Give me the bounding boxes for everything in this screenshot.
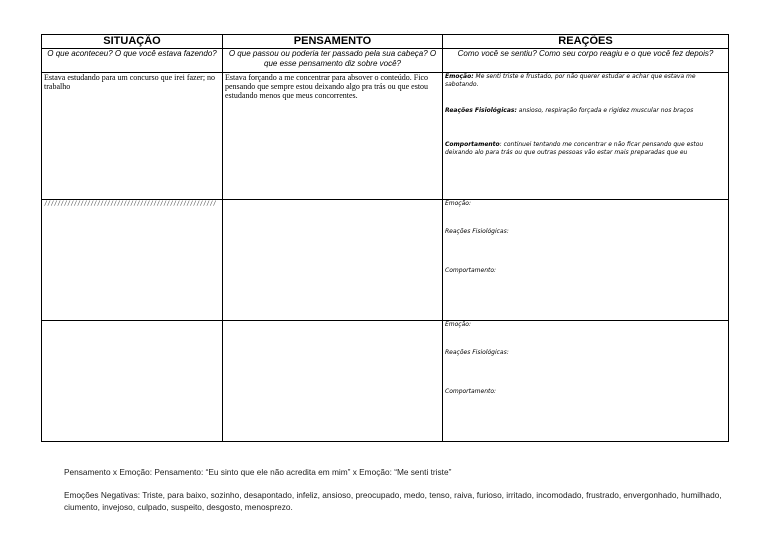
thought-record-table (41, 34, 729, 442)
cell-pensamento-1[interactable]: Estava forçando a me concentrar para absover o conteúdo. Fico pensando que sempre estou deixando algo pra trás ou que estou estudando menos que meus concorrentes. (223, 73, 443, 200)
cell-reacoes-1[interactable] (443, 73, 729, 200)
cell-situacao-1[interactable]: Estava estudando para um concurso que irei fazer; no trabalho (42, 73, 223, 200)
fisio-label: Reações Fisiológicas: (445, 228, 509, 235)
cell-reacoes-3[interactable] (443, 321, 729, 442)
header-pensamento: PENSAMENTO (223, 35, 443, 49)
subheader-pensamento: O que passou ou poderia ter passado pela sua cabeça? O que esse pensamento diz sobre você? (223, 49, 443, 73)
comport-label: Comportamento: (445, 267, 497, 274)
subheader-situacao: O que aconteceu? O que você estava fazendo? (42, 49, 223, 73)
header-reacoes: REAÇÕES (443, 35, 729, 49)
fisio-label: Reações Fisiológicas: (445, 107, 517, 114)
cell-reacoes-2[interactable] (443, 200, 729, 321)
comport-label: Comportamento: (445, 388, 497, 395)
cell-situacao-2[interactable] (42, 200, 223, 321)
emocao-label: Emoção: (445, 321, 471, 328)
comport-text: : continuei tentando me concentrar e não ficar pensando que estou deixando alo para trás ou que outras pessoas vão estar mais preparadas que eu (445, 141, 704, 156)
emocao-label: Emoção: (445, 200, 471, 207)
footer-emocoes-negativas: Emoções Negativas: Triste, para baixo, sozinho, desapontado, infeliz, ansioso, preocupado, medo, tenso, raiva, furioso, irritado, incomodado, frustrado, envergonhado, humilhado, ciumento, invejoso, culpado, suspeito, desgosto, menosprezo. (64, 490, 722, 512)
cell-pensamento-3[interactable] (223, 321, 443, 442)
footer-pensamento-emocao: Pensamento x Emoção: Pensamento: “Eu sinto que ele não acredita em mim” x Emoção: “Me senti triste” (64, 467, 452, 477)
header-situacao: SITUAÇÃO (42, 35, 223, 49)
emocao-text: Me senti triste e frustado, por não querer estudar e achar que estava me sabotando. (445, 73, 696, 88)
fisio-label: Reações Fisiológicas: (445, 349, 509, 356)
comport-label: Comportamento (445, 141, 500, 148)
hatch-mark: //////////////////////////////////////////////////// (44, 200, 217, 207)
subheader-reacoes: Como você se sentiu? Como seu corpo reagiu e o que você fez depois? (443, 49, 729, 73)
emocao-label: Emoção: (445, 73, 474, 80)
cell-pensamento-2[interactable] (223, 200, 443, 321)
cell-situacao-3[interactable] (42, 321, 223, 442)
fisio-text: ansioso, respiração forçada e rigidez muscular nos braços (516, 107, 694, 114)
